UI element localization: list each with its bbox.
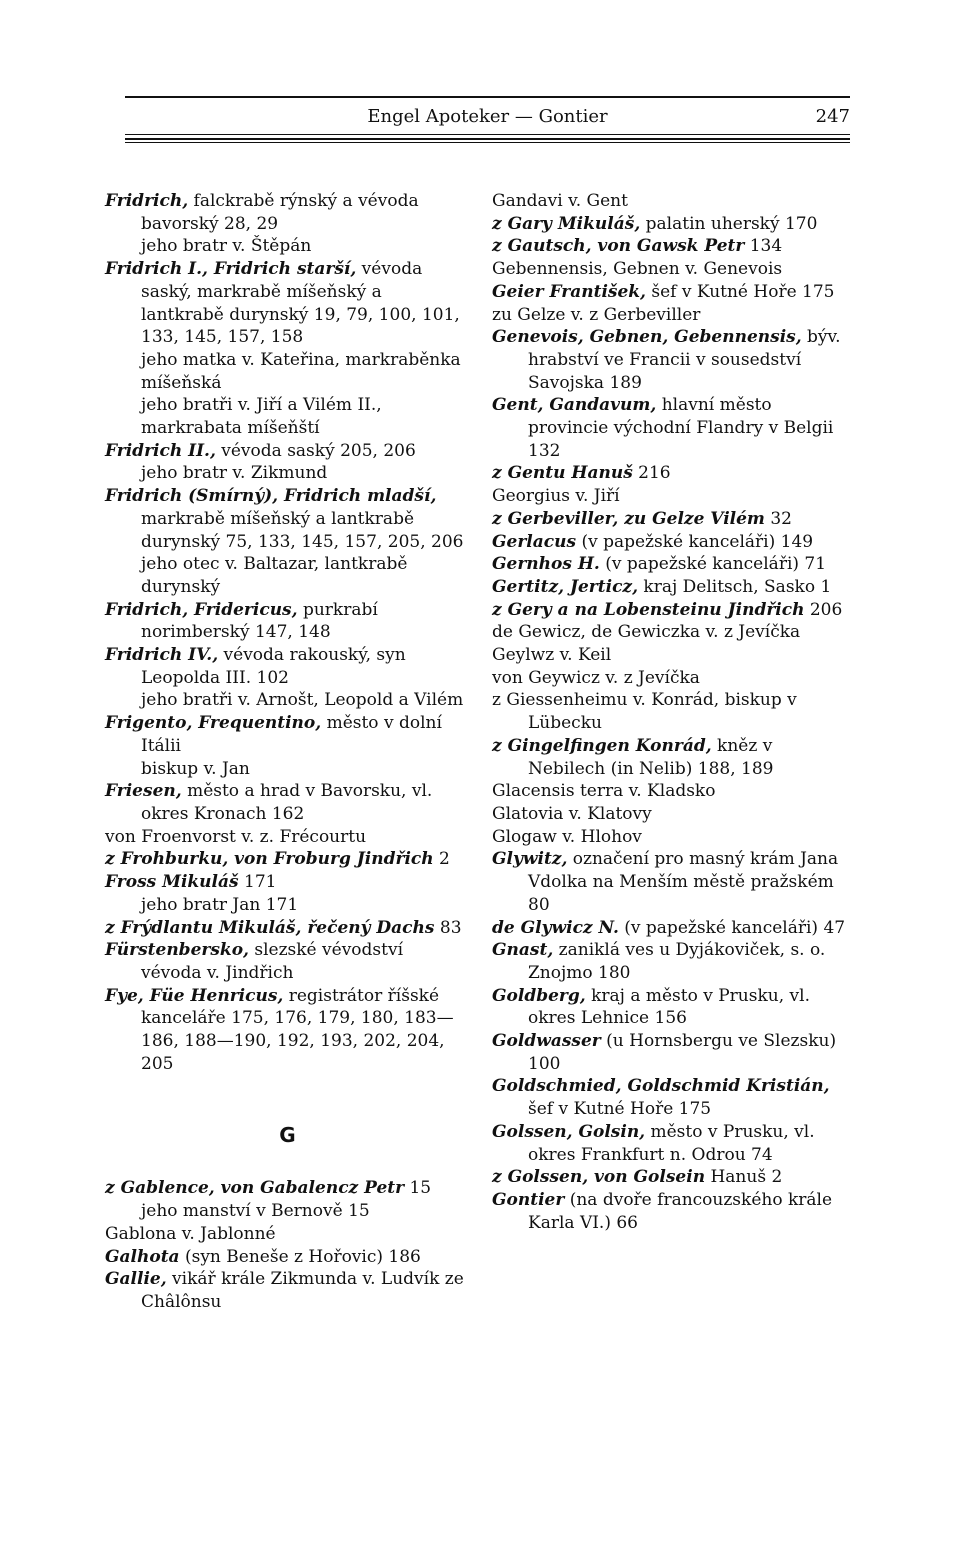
index-entry (105, 939, 470, 962)
entry-headword: Genevois, Gebnen, Gebennensis, (492, 327, 802, 348)
left-column (105, 190, 470, 1314)
entry-text: (v papežské kanceláři) 47 (618, 917, 846, 938)
entry-text: Hanuš 2 (705, 1167, 783, 1188)
index-entry (105, 1246, 470, 1269)
entry-text: palatin uherský 170 (640, 213, 818, 234)
index-entry (105, 871, 470, 894)
entry-text: Gebennensis, Gebnen v. Genevois (492, 259, 783, 280)
index-entry (492, 689, 852, 734)
entry-headword: Gallie, (105, 1269, 167, 1290)
index-subentry (105, 962, 470, 985)
index-entry (105, 258, 470, 349)
entry-text: markrabě míšeňský a lantkrabě durynský 75, 133, 145, 157, 205, 206 (141, 508, 464, 552)
entry-text: hlavní město provincie východní Flandry v Belgii 132 (528, 395, 834, 461)
index-entry (492, 1030, 852, 1075)
entry-text: 171 (238, 872, 277, 893)
entry-headword: Geier František, (492, 281, 646, 302)
entry-text: 134 (744, 236, 783, 257)
entry-text: biskup v. Jan (141, 758, 250, 779)
entry-text: kněz v Nebilech (in Nelib) 188, 189 (528, 735, 774, 779)
entry-headword: z Frýdlantu Mikuláš, řečený Dachs (105, 917, 435, 938)
header-rule-thick (125, 138, 850, 140)
index-entry (105, 917, 470, 940)
entry-text: kraj a město v Prusku, vl. okres Lehnice 156 (528, 985, 810, 1029)
entry-headword: z Gentu Hanuš (492, 463, 633, 484)
index-entry (492, 258, 852, 281)
index-entry (492, 213, 852, 236)
index-entry (105, 1177, 470, 1200)
index-entry (492, 917, 852, 940)
right-column (492, 190, 852, 1234)
entry-text: šef v Kutné Hoře 175 (645, 281, 835, 302)
entry-text: 15 (404, 1178, 432, 1199)
index-entry (492, 1189, 852, 1234)
index-subentry (105, 235, 470, 258)
index-entry (492, 621, 852, 644)
entry-headword: Fross Mikuláš (105, 872, 239, 893)
index-entry (492, 576, 852, 599)
entry-text: 216 (632, 463, 671, 484)
entry-headword: Goldberg, (492, 985, 586, 1006)
entry-headword: Fye, Füe Henricus, (105, 985, 284, 1006)
index-entry (492, 803, 852, 826)
entry-text: falckrabě rýnský a vévoda bavorský 28, 29 (141, 191, 419, 234)
index-entry (492, 485, 852, 508)
entry-text: město a hrad v Bavorsku, vl. okres Kronach 162 (141, 781, 433, 824)
index-subentry (105, 553, 470, 598)
entry-text: 83 (434, 917, 462, 938)
entry-text: kraj Delitsch, Sasko 1 (638, 576, 832, 597)
header-text (125, 106, 850, 128)
index-entry (492, 1075, 852, 1120)
page-header (125, 96, 850, 156)
index-subentry (105, 1200, 470, 1223)
entry-text: Georgius v. Jiří (492, 486, 620, 507)
entry-text: (u Hornsbergu ve Slezsku) 100 (528, 1031, 837, 1074)
entry-headword: Golssen, Golsin, (492, 1121, 646, 1142)
entry-text: jeho manství v Bernově 15 (141, 1201, 370, 1222)
index-entry (492, 599, 852, 622)
entry-headword: Fridrich I., Fridrich starší, (105, 259, 357, 280)
entry-text: de Gewicz, de Gewiczka v. z Jevíčka (492, 622, 801, 643)
entry-text: vikář krále Zikmunda v. Ludvík ze Châlônsu (141, 1269, 464, 1312)
entry-text: jeho bratři v. Arnošt, Leopold a Vilém (141, 690, 464, 711)
index-entry (105, 780, 470, 825)
index-entry (492, 304, 852, 327)
entry-headword: Fridrich, Fridericus, (105, 599, 298, 620)
entry-text: jeho bratr v. Štěpán (141, 236, 312, 257)
entry-headword: Friesen, (105, 781, 182, 802)
entry-text: vévoda rakouský, syn Leopolda III. 102 (141, 645, 406, 688)
entry-text: Geylwz v. Keil (492, 645, 612, 666)
index-entry (492, 1121, 852, 1166)
entry-text: vévoda saský 205, 206 (215, 440, 416, 461)
entry-headword: Frigento, Frequentino, (105, 713, 322, 734)
entry-headword: z Gerbeviller, zu Gelze Vilém (492, 508, 765, 529)
entry-text: zu Gelze v. z Gerbeviller (492, 304, 701, 325)
left-entries-bottom (105, 1177, 470, 1313)
index-entry (492, 281, 852, 304)
entry-text: jeho otec v. Baltazar, lantkrabě durynský (141, 554, 408, 597)
entry-text: vévoda saský, markrabě míšeňský a lantkrabě durynský 19, 79, 100, 101, 133, 145, 157, 158 (141, 259, 460, 348)
entry-text: z Giessenheimu v. Konrád, biskup v Lübecku (492, 690, 797, 734)
entry-headword: Fridrich IV., (105, 645, 219, 666)
entry-headword: z Gautsch, von Gawsk Petr (492, 236, 745, 257)
entry-headword: Fridrich (Smírný), Fridrich mladší, (105, 486, 437, 507)
entry-text: jeho bratři v. Jiří a Vilém II., markrabata míšeňští (141, 395, 382, 439)
entry-text: (syn Beneše z Hořovic) 186 (179, 1246, 421, 1267)
entry-text: jeho bratr Jan 171 (141, 894, 299, 915)
entry-text: von Geywicz v. z Jevíčka (492, 667, 700, 688)
header-rule-thin (125, 134, 850, 135)
entry-text: 2 (433, 849, 450, 870)
index-entry (105, 712, 470, 757)
entry-headword: z Gablence, von Gabalencz Petr (105, 1178, 405, 1199)
entry-text: jeho bratr v. Zikmund (141, 463, 328, 484)
entry-headword: de Glywicz N. (492, 917, 619, 938)
index-entry (492, 735, 852, 780)
index-entry (105, 440, 470, 463)
index-entry (105, 826, 470, 849)
index-entry (492, 644, 852, 667)
index-entry (105, 644, 470, 689)
index-entry (492, 1166, 852, 1189)
entry-text: (v papežské kanceláři) 71 (599, 554, 827, 575)
entry-text: označení pro masný krám Jana Vdolka na Menším městě pražském 80 (528, 849, 839, 915)
entry-text: Glatovia v. Klatovy (492, 803, 652, 824)
running-title: Engel Apoteker — Gontier (367, 106, 608, 127)
index-entry (492, 508, 852, 531)
entry-text: zaniklá ves u Dyjákoviček, s. o. Znojmo 180 (528, 940, 826, 983)
entry-headword: Gertitz, Jerticz, (492, 576, 638, 597)
entry-headword: Goldschmied, Goldschmid Kristián, (492, 1076, 830, 1097)
entry-headword: z Gary Mikuláš, (492, 213, 641, 234)
entry-text: 32 (764, 508, 792, 529)
index-entry (492, 780, 852, 803)
entry-text: býv. hrabství ve Francii v sousedství Savojska 189 (528, 327, 841, 393)
index-subentry (105, 349, 470, 394)
index-entry (492, 667, 852, 690)
entry-headword: z Gery a na Lobensteinu Jindřich (492, 599, 805, 620)
entry-text: město v dolní Itálii (141, 713, 442, 756)
index-entry (492, 985, 852, 1030)
index-entry (105, 848, 470, 871)
index-entry (105, 1268, 470, 1313)
entry-headword: z Golssen, von Golsein (492, 1167, 706, 1188)
entry-headword: z Frohburku, von Froburg Jindřich (105, 849, 434, 870)
index-subentry (105, 394, 470, 439)
index-entry (492, 848, 852, 916)
index-subentry (105, 894, 470, 917)
index-subentry (105, 689, 470, 712)
entry-headword: Goldwasser (492, 1031, 601, 1052)
entry-text: 206 (804, 599, 843, 620)
right-entries (492, 190, 852, 1234)
entry-headword: Gernhos H. (492, 554, 600, 575)
entry-headword: Galhota (105, 1246, 180, 1267)
index-entry (492, 235, 852, 258)
entry-text: jeho matka v. Kateřina, markraběnka míšeňská (141, 349, 461, 393)
entry-text: (v papežské kanceláři) 149 (576, 531, 814, 552)
entry-headword: Fridrich II., (105, 440, 216, 461)
entry-headword: Gerlacus (492, 531, 577, 552)
index-entry (492, 190, 852, 213)
section-letter: G (279, 1123, 296, 1148)
header-bottom-rules (125, 134, 850, 144)
entry-text: vévoda v. Jindřich (141, 962, 294, 983)
index-subentry (105, 758, 470, 781)
entry-text: von Froenvorst v. z. Frécourtu (105, 826, 367, 847)
index-entry (105, 1223, 470, 1246)
entry-headword: Gent, Gandavum, (492, 395, 657, 416)
page-number: 247 (815, 106, 850, 127)
index-entry (492, 826, 852, 849)
header-rule-thin-lower (125, 142, 850, 143)
entry-text: slezské vévodství (248, 940, 404, 961)
index-entry (105, 599, 470, 644)
index-entry (492, 553, 852, 576)
index-subentry (105, 462, 470, 485)
entry-text: šef v Kutné Hoře 175 (528, 1099, 712, 1120)
left-entries-top (105, 190, 470, 1075)
entry-headword: z Gingelfingen Konrád, (492, 735, 712, 756)
entry-text: (na dvoře francouzského krále Karla VI.) 66 (528, 1189, 833, 1233)
index-entry (492, 462, 852, 485)
entry-text: Gandavi v. Gent (492, 191, 628, 211)
entry-headword: Fridrich, (105, 191, 189, 211)
index-entry (105, 985, 470, 1076)
entry-text: Glacensis terra v. Kladsko (492, 781, 716, 802)
index-entry (105, 190, 470, 235)
index-entry (105, 485, 470, 553)
header-top-rule (125, 96, 850, 98)
entry-headword: Gnast, (492, 940, 554, 961)
entry-text: registrátor říšské kanceláře 175, 176, 179, 180, 183—186, 188—190, 192, 193, 202, 204, 205 (141, 985, 454, 1074)
index-entry (492, 531, 852, 554)
entry-text: Glogaw v. Hlohov (492, 826, 642, 847)
entry-text: Gablona v. Jablonné (105, 1223, 276, 1244)
entry-text: město v Prusku, vl. okres Frankfurt n. Odrou 74 (528, 1121, 815, 1165)
index-entry (492, 939, 852, 984)
index-entry (492, 394, 852, 462)
entry-headword: Gontier (492, 1189, 565, 1210)
entry-headword: Fürstenbersko, (105, 940, 249, 961)
entry-headword: Glywitz, (492, 849, 568, 870)
entry-text: purkrabí norimberský 147, 148 (141, 599, 378, 643)
index-entry (492, 326, 852, 394)
